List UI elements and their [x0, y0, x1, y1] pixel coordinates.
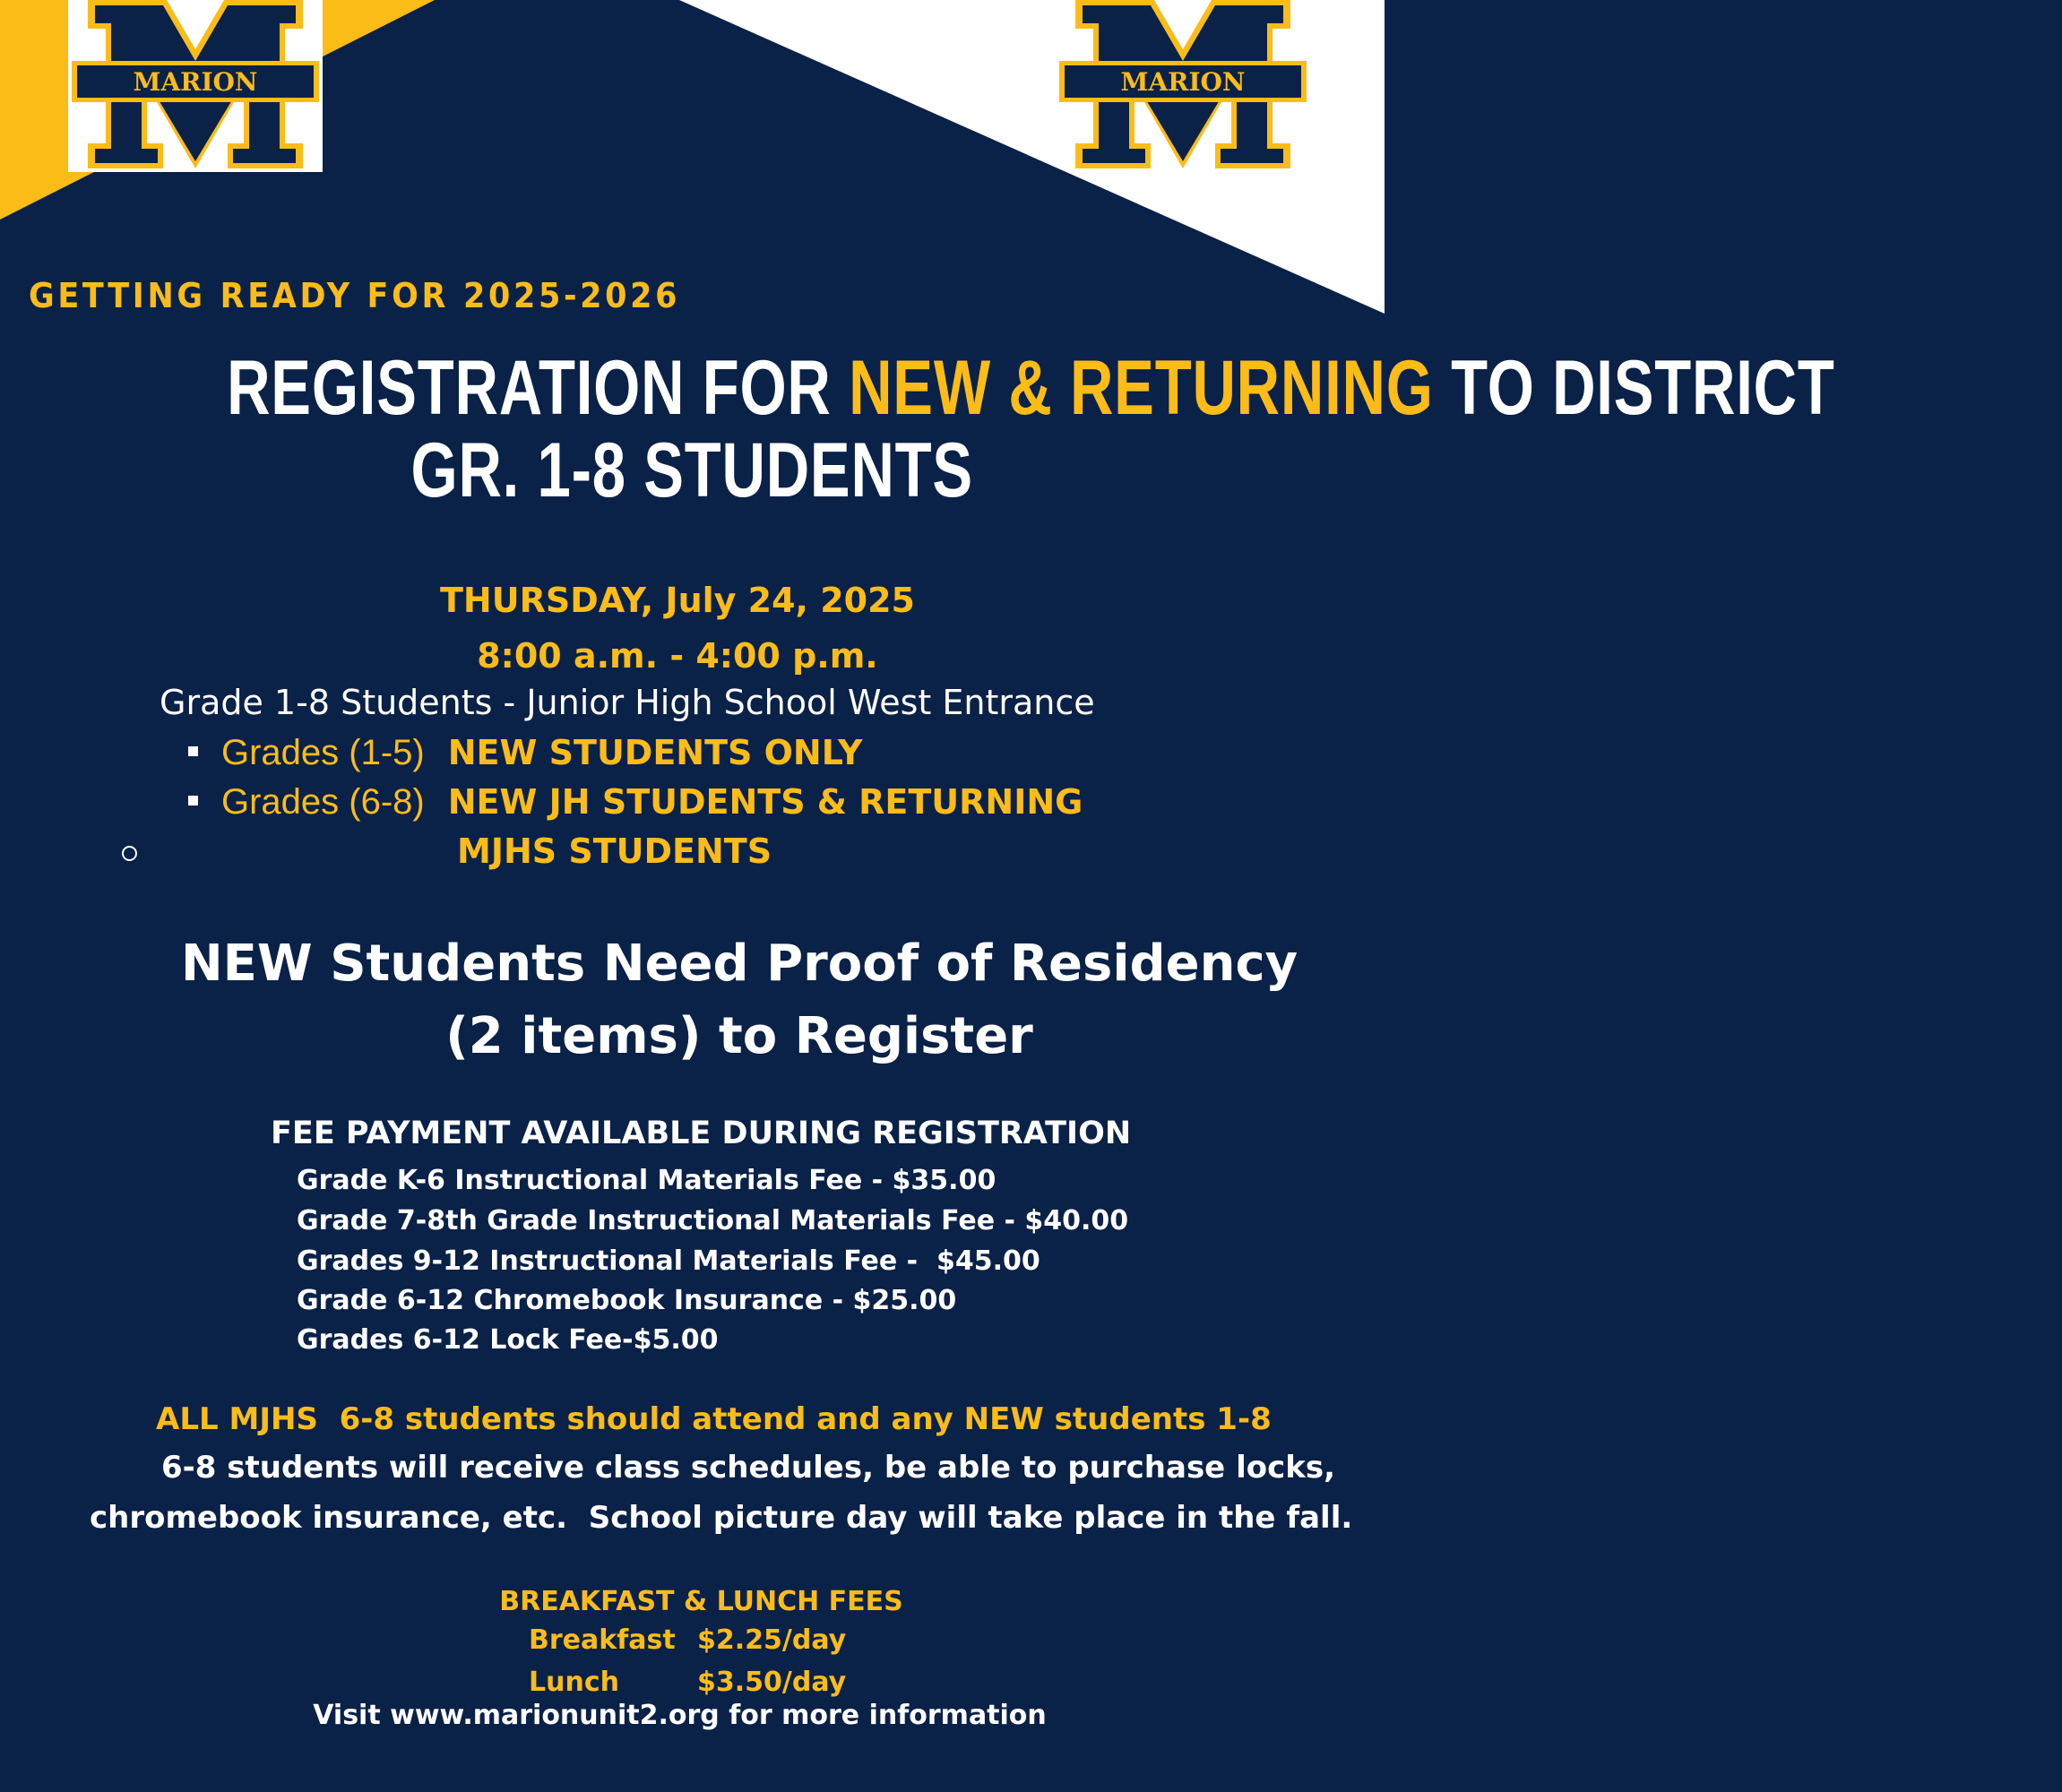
- fee-item: Grade 6-12 Chromebook Insurance - $25.00: [297, 1285, 957, 1316]
- event-time: 8:00 a.m. - 4:00 p.m.: [477, 636, 878, 676]
- residency-line-1: NEW Students Need Proof of Residency: [180, 935, 1298, 993]
- grade-description: NEW JH STUDENTS & RETURNING: [447, 782, 1083, 822]
- grade-row: [188, 782, 1083, 823]
- headline-highlight: NEW & RETURNING: [849, 345, 1434, 431]
- meal-row: [529, 1624, 846, 1656]
- grade-description: NEW STUDENTS ONLY: [447, 733, 863, 772]
- meal-fees-heading: BREAKFAST & LUNCH FEES: [499, 1586, 903, 1617]
- headline-line-2: [0, 427, 1385, 513]
- residency-line-2: (2 items) to Register: [445, 1007, 1033, 1065]
- marion-logo-left: [68, 0, 323, 172]
- info-line-1: 6-8 students will receive class schedules, be able to purchase locks,: [161, 1450, 1336, 1486]
- fee-item: Grade 7-8th Grade Instructional Materials Fee - $40.00: [297, 1205, 1129, 1236]
- marion-logo-right: [1056, 0, 1310, 172]
- event-location: Grade 1-8 Students - Junior High School West Entrance: [160, 683, 1095, 722]
- square-bullet-icon: [188, 796, 198, 806]
- grade-description-continued: MJHS STUDENTS: [457, 831, 772, 871]
- event-day: THURSDAY, July 24, 2025: [440, 581, 915, 620]
- logo-text-left: MARION: [133, 67, 258, 97]
- headline-line-1: [0, 345, 1835, 431]
- grade-row: [188, 733, 863, 773]
- kicker-heading: GETTING READY FOR 2025-2026: [29, 276, 681, 315]
- meal-name: Breakfast: [529, 1624, 676, 1656]
- fee-item: Grades 6-12 Lock Fee-$5.00: [297, 1324, 719, 1356]
- info-line-2: chromebook insurance, etc. School picture day will take place in the fall.: [90, 1500, 1353, 1536]
- meal-row: [529, 1667, 846, 1698]
- fee-item: Grades 9-12 Instructional Materials Fee - $45.00: [297, 1245, 1040, 1277]
- footer-website-note: Visit www.marionunit2.org for more information: [313, 1700, 1047, 1731]
- fee-item: Grade K-6 Instructional Materials Fee - $35.00: [297, 1165, 996, 1196]
- square-bullet-icon: [188, 746, 198, 756]
- logo-text-right: MARION: [1120, 67, 1246, 97]
- meal-price: $2.25/day: [697, 1624, 847, 1656]
- fee-heading: FEE PAYMENT AVAILABLE DURING REGISTRATION: [271, 1116, 1132, 1151]
- meal-name: Lunch: [529, 1667, 619, 1698]
- attendance-note: ALL MJHS 6-8 students should attend and any NEW students 1-8: [156, 1401, 1272, 1437]
- grade-label: Grades (6-8): [221, 782, 425, 822]
- headline-line-2-text: GR. 1-8 STUDENTS: [410, 427, 974, 513]
- hollow-bullet-icon: [122, 846, 137, 861]
- meal-price: $3.50/day: [697, 1667, 847, 1698]
- headline-part-1: REGISTRATION FOR: [227, 345, 850, 431]
- grade-label: Grades (1-5): [221, 733, 425, 772]
- headline-part-2: TO DISTRICT: [1433, 345, 1835, 431]
